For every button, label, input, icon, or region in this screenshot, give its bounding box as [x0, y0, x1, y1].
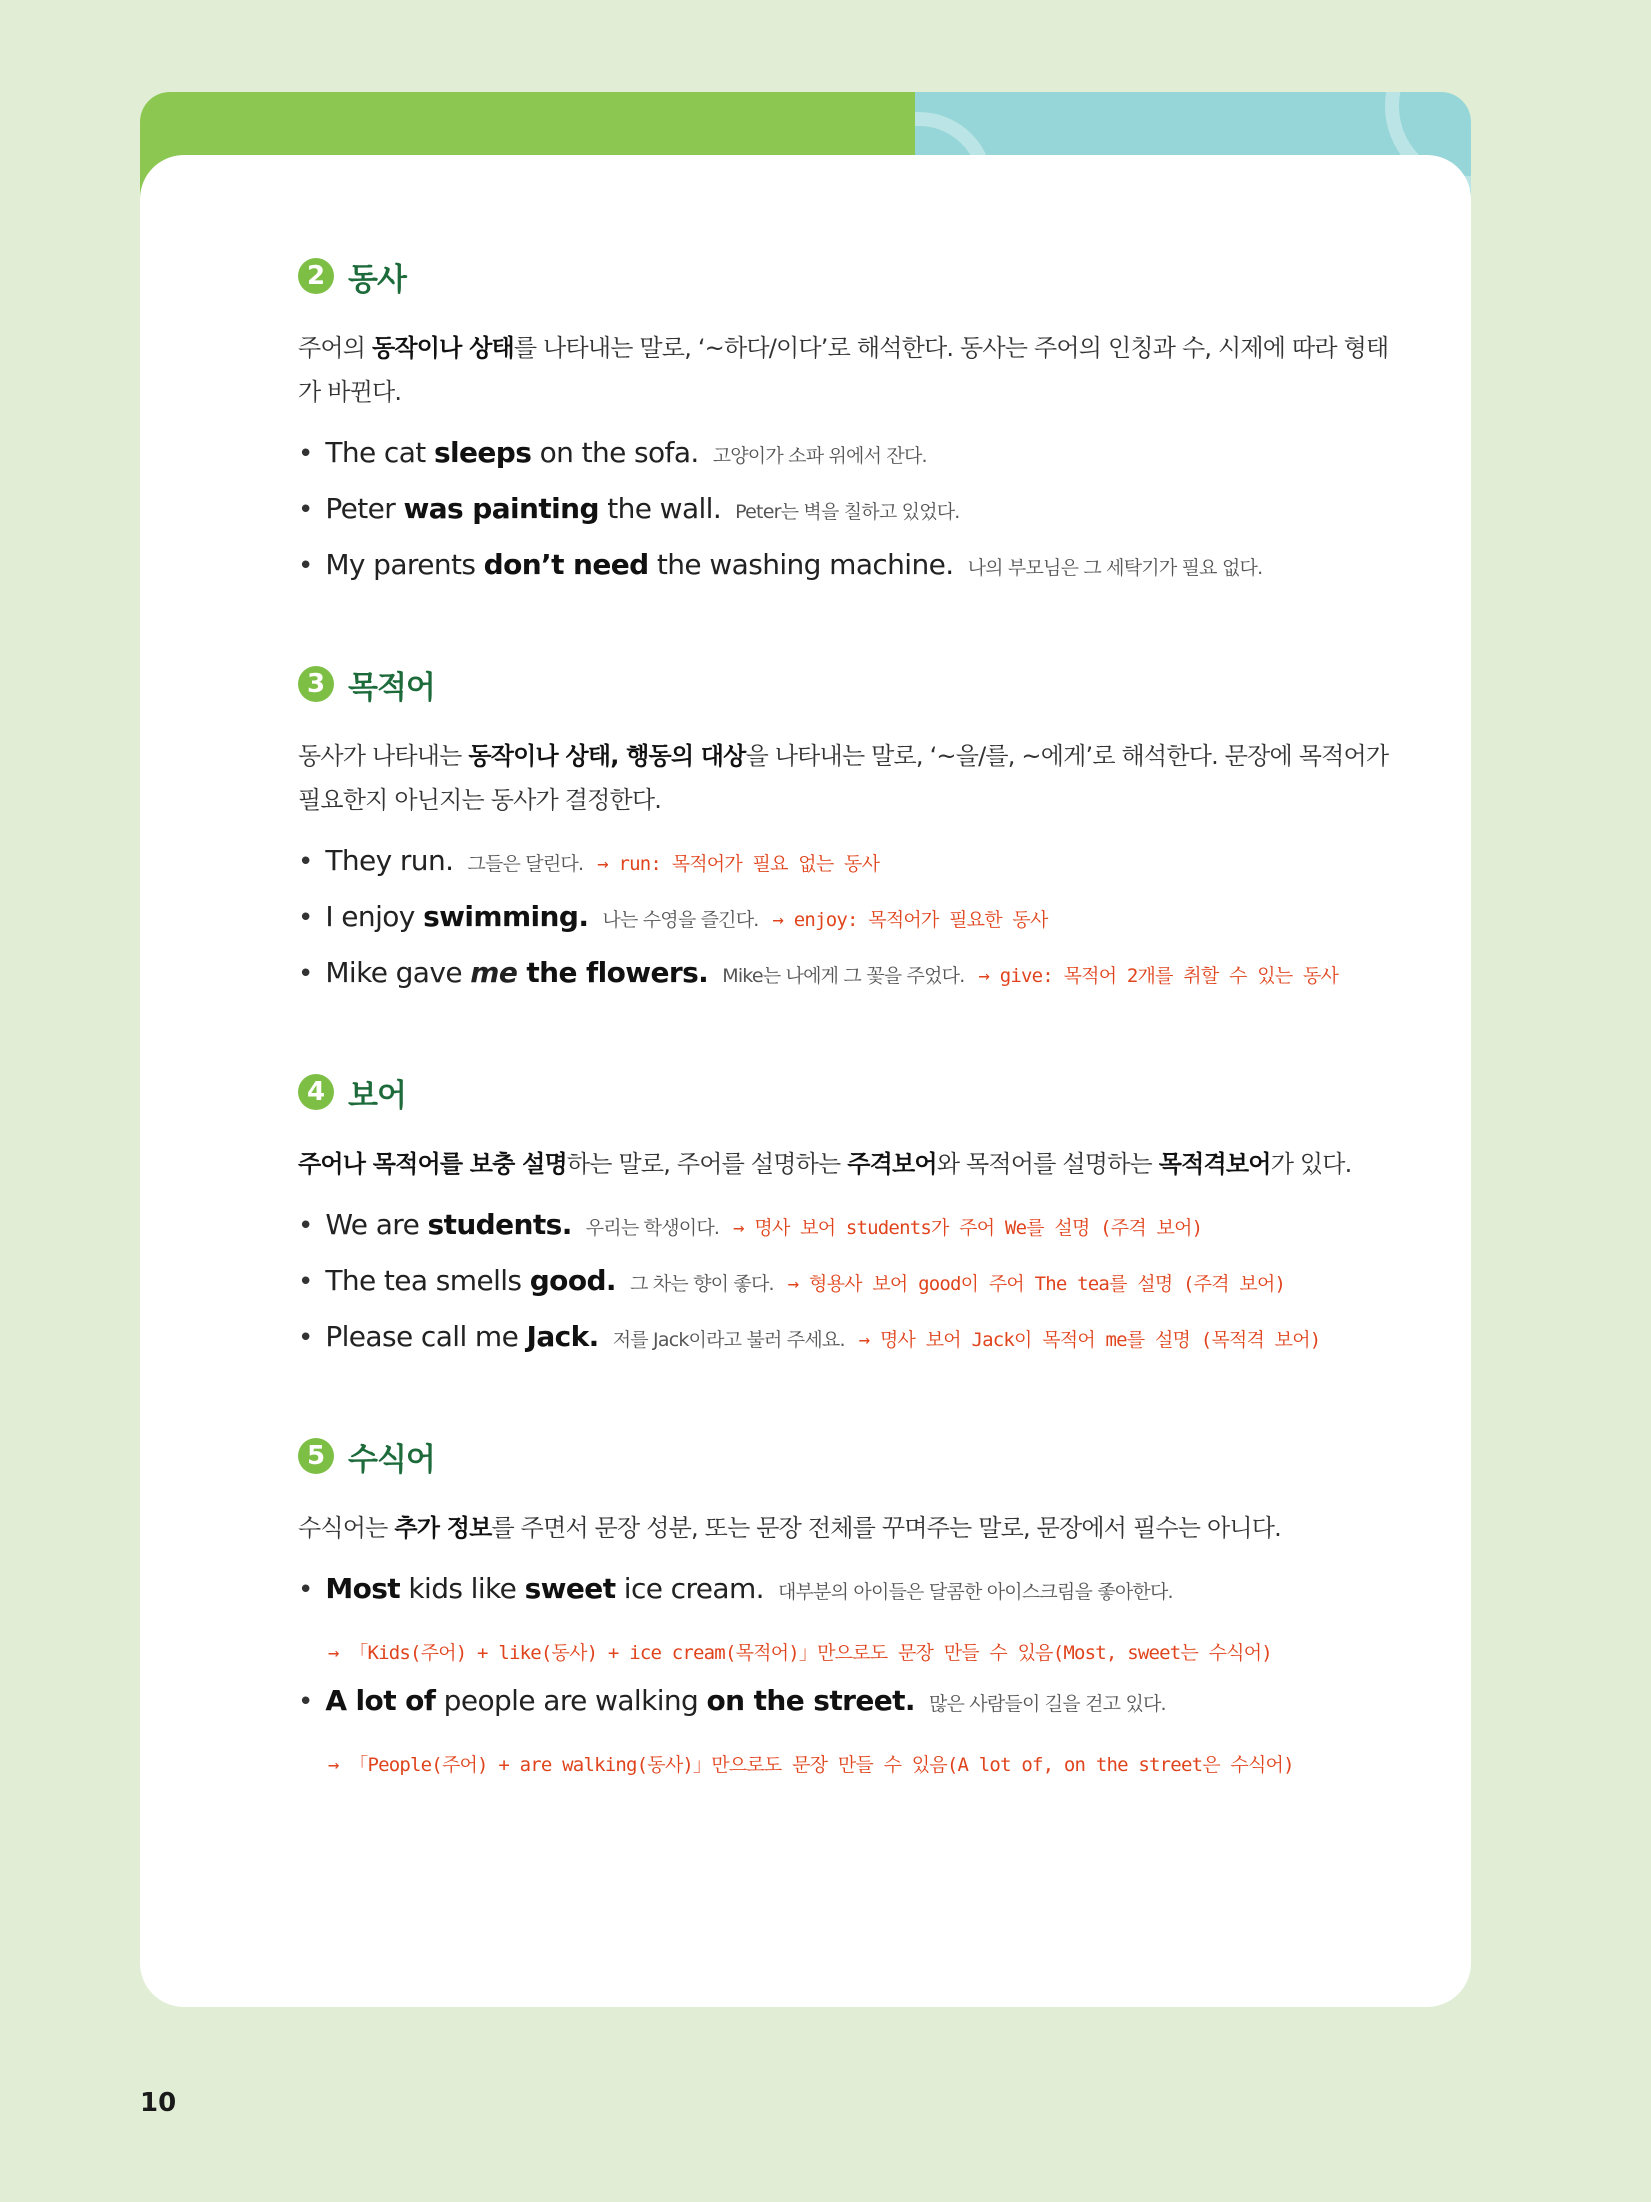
bold-text: 주어나 목적어를 보충 설명 — [298, 1150, 567, 1178]
bold-text: 목적격보어 — [1158, 1150, 1271, 1178]
bold-text: 동작이나 상태, 행동의 대상 — [468, 742, 746, 770]
text-run: They run. — [325, 844, 454, 877]
example-translation: 나의 부모님은 그 세탁기가 필요 없다. — [967, 557, 1263, 579]
bold-text: students. — [427, 1208, 572, 1241]
page-number: 10 — [140, 2088, 177, 2118]
bullet: • — [298, 1687, 314, 1717]
example-row — [298, 1684, 1408, 1740]
bold-text: the flowers. — [517, 956, 709, 989]
section-number-badge: 5 — [298, 1438, 334, 1474]
text-run: Mike gave — [325, 956, 471, 989]
example-row — [298, 956, 1408, 1012]
section-5 — [298, 1428, 1408, 1786]
bullet: • — [298, 495, 314, 525]
bullet: • — [298, 1211, 314, 1241]
bold-text: A lot of — [325, 1684, 436, 1717]
example-english — [325, 548, 953, 581]
example-english — [325, 1572, 764, 1605]
bold-text: sleeps — [433, 436, 532, 469]
example-english — [325, 844, 453, 877]
bullet: • — [298, 959, 314, 989]
section-description — [298, 326, 1408, 414]
bold-text: 동작이나 상태 — [371, 334, 514, 362]
section-2 — [298, 248, 1408, 604]
example-english — [325, 1684, 915, 1717]
text-run: Peter — [325, 492, 404, 525]
bold-text: 추가 정보 — [394, 1514, 492, 1542]
bullet: • — [298, 1575, 314, 1605]
example-note: → enjoy: 목적어가 필요한 동사 — [772, 909, 1048, 931]
example-note: → 명사 보어 students가 주어 We를 설명 (주격 보어) — [733, 1217, 1203, 1239]
text-run: people are walking — [435, 1684, 707, 1717]
example-english — [325, 956, 708, 989]
example-note: → run: 목적어가 필요 없는 동사 — [597, 853, 880, 875]
text-run: 하는 말로, 주어를 설명하는 — [566, 1150, 848, 1178]
example-english — [325, 436, 698, 469]
section-title: 동사 — [348, 261, 406, 298]
example-note: → 형용사 보어 good이 주어 The tea를 설명 (주격 보어) — [787, 1273, 1286, 1295]
text-run: We are — [325, 1208, 428, 1241]
section-heading — [298, 248, 1408, 304]
section-title: 수식어 — [348, 1441, 435, 1478]
bold-text: swimming. — [423, 900, 589, 933]
example-english — [325, 492, 721, 525]
bold-text: 주격보어 — [847, 1150, 937, 1178]
example-translation: 나는 수영을 즐긴다. — [602, 909, 759, 931]
example-translation: Mike는 나에게 그 꽃을 주었다. — [722, 965, 965, 987]
example-row — [298, 436, 1408, 492]
section-description — [298, 1506, 1408, 1550]
example-english — [325, 1320, 598, 1353]
section-3 — [298, 656, 1408, 1012]
example-translation: 많은 사람들이 길을 걷고 있다. — [928, 1693, 1166, 1715]
bullet: • — [298, 1267, 314, 1297]
page-content — [298, 248, 1408, 1838]
example-row — [298, 1208, 1408, 1264]
text-run: The tea smells — [325, 1264, 530, 1297]
example-translation: 고양이가 소파 위에서 잔다. — [712, 445, 927, 467]
text-run: the washing machine. — [648, 548, 954, 581]
text-run: 가 있다. — [1270, 1150, 1352, 1178]
section-number-badge: 2 — [298, 258, 334, 294]
text-run: 를 주면서 문장 성분, 또는 문장 전체를 꾸며주는 말로, 문장에서 필수는 아니다. — [491, 1514, 1281, 1542]
example-row — [298, 548, 1408, 604]
text-run: 를 나타내는 말로, ‘~하다/이다’로 해석한다. 동사는 주어의 인칭과 수, 시제에 따라 형태가 바뀐다. — [298, 334, 1389, 406]
section-heading — [298, 1064, 1408, 1120]
bold-text: Most — [325, 1572, 401, 1605]
text-run: 동사가 나타내는 — [298, 742, 469, 770]
text-run: the wall. — [598, 492, 722, 525]
example-row — [298, 1572, 1408, 1628]
section-description — [298, 1142, 1408, 1186]
text-run: on the sofa. — [531, 436, 699, 469]
bold-text: don’t need — [483, 548, 649, 581]
section-description — [298, 734, 1408, 822]
section-title: 보어 — [348, 1077, 406, 1114]
section-heading — [298, 656, 1408, 712]
text-run: kids like — [400, 1572, 525, 1605]
example-english — [325, 1264, 616, 1297]
bold-text: on the street. — [706, 1684, 915, 1717]
bold-text: good. — [529, 1264, 616, 1297]
example-note-line: → 「People(주어) + are walking(동사)」만으로도 문장 만들 수 있음(A lot of, on the street은 수식어) — [328, 1753, 1294, 1776]
example-row — [298, 1264, 1408, 1320]
text-run: 와 목적어를 설명하는 — [936, 1150, 1159, 1178]
section-4 — [298, 1064, 1408, 1376]
bullet: • — [298, 1323, 314, 1353]
example-note: → give: 목적어 2개를 취할 수 있는 동사 — [978, 965, 1339, 987]
section-number-badge: 3 — [298, 666, 334, 702]
example-translation: 그들은 달린다. — [467, 853, 584, 875]
example-row — [298, 900, 1408, 956]
example-translation: Peter는 벽을 칠하고 있었다. — [735, 501, 960, 523]
example-translation: 대부분의 아이들은 달콤한 아이스크림을 좋아한다. — [777, 1581, 1173, 1603]
bold-text: sweet — [524, 1572, 616, 1605]
example-row — [298, 844, 1408, 900]
bold-text: Jack. — [526, 1320, 599, 1353]
text-run: ice cream. — [615, 1572, 764, 1605]
emphasis-text: me — [470, 956, 518, 989]
section-title: 목적어 — [348, 669, 435, 706]
text-run: Please call me — [325, 1320, 527, 1353]
example-note-line: → 「Kids(주어) + like(동사) + ice cream(목적어)」만으로도 문장 만들 수 있음(Most, sweet는 수식어) — [328, 1641, 1272, 1664]
example-english — [325, 1208, 571, 1241]
example-translation: 우리는 학생이다. — [585, 1217, 720, 1239]
text-run: My parents — [325, 548, 484, 581]
example-translation: 저를 Jack이라고 불러 주세요. — [612, 1329, 845, 1351]
bold-text: was painting — [403, 492, 599, 525]
example-translation: 그 차는 향이 좋다. — [629, 1273, 774, 1295]
text-run: The cat — [325, 436, 434, 469]
bullet: • — [298, 847, 314, 877]
text-run: I enjoy — [325, 900, 424, 933]
bullet: • — [298, 551, 314, 581]
text-run: 수식어는 — [298, 1514, 395, 1542]
text-run: 을 나타내는 말로, ‘~을/를, ~에게’로 해석한다. 문장에 목적어가 필요한지 아닌지는 동사가 결정한다. — [298, 742, 1389, 814]
bullet: • — [298, 903, 314, 933]
example-english — [325, 900, 588, 933]
section-number-badge: 4 — [298, 1074, 334, 1110]
bullet: • — [298, 439, 314, 469]
example-row — [298, 1320, 1408, 1376]
section-heading — [298, 1428, 1408, 1484]
text-run: 주어의 — [298, 334, 372, 362]
example-note: → 명사 보어 Jack이 목적어 me를 설명 (목적격 보어) — [858, 1329, 1321, 1351]
example-row — [298, 492, 1408, 548]
